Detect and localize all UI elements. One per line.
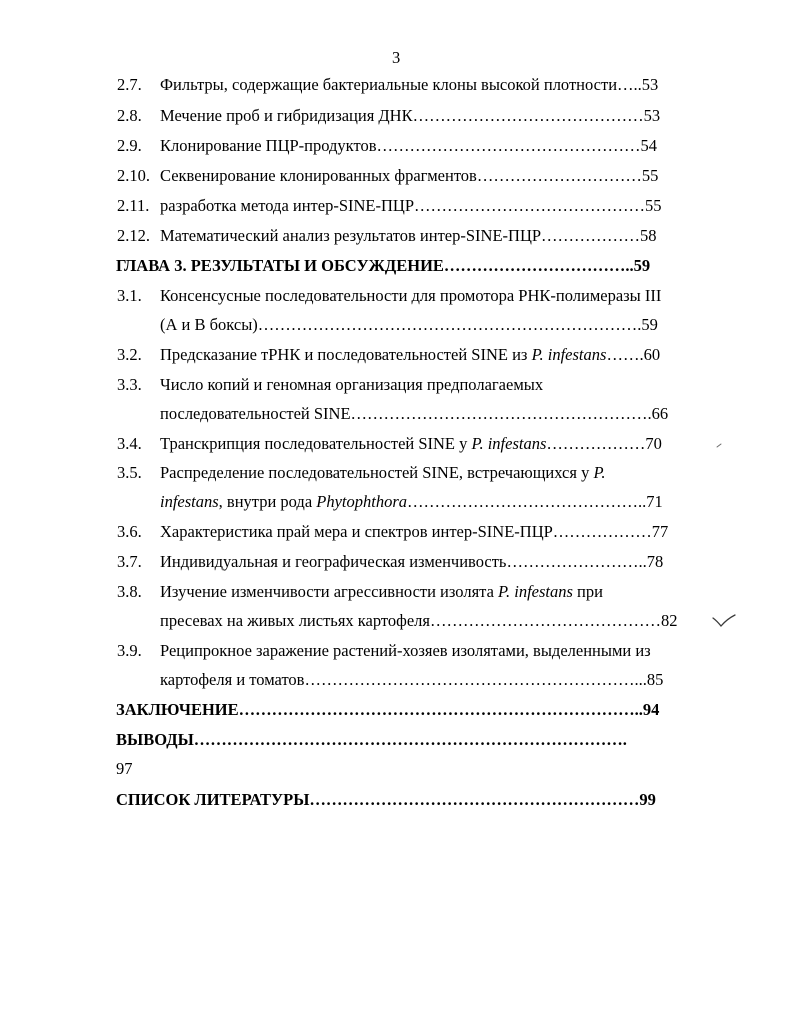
toc-entry-2-10: Секвенирование клонированных фрагментов…………………………55: [160, 166, 659, 185]
toc-entry-3-8-line1: [160, 582, 603, 602]
toc-entry-3-2-species: P. infestans: [531, 345, 607, 364]
toc-number-3-3: 3.3.: [117, 375, 142, 394]
toc-number-2-11: 2.11.: [117, 196, 150, 215]
toc-number-2-7: 2.7.: [117, 75, 142, 94]
toc-entry-3-6: Характеристика прай мера и спектров интер-SINE-ПЦР………………77: [160, 522, 669, 541]
toc-entry-3-5-mid: , внутри рода: [218, 492, 317, 511]
pen-tick-icon: [716, 442, 722, 448]
toc-entry-3-8-text: Изучение изменчивости агрессивности изолята: [160, 582, 499, 601]
toc-entry-3-5-line2: [160, 492, 663, 512]
toc-entry-3-3-line2: последовательностей SINE……………………………………………….66: [160, 404, 669, 423]
toc-entry-2-8: Мечение проб и гибридизация ДНК……………………………………53: [160, 106, 661, 125]
toc-entry-2-11: разработка метода интер-SINE-ПЦР……………………………………55: [160, 196, 662, 215]
toc-entry-3-5-genus-abbrev: P.: [593, 463, 606, 482]
toc-number-2-9: 2.9.: [117, 136, 142, 155]
toc-entry-2-9: Клонирование ПЦР-продуктов…………………………………………54: [160, 136, 657, 155]
toc-number-3-6: 3.6.: [117, 522, 142, 541]
toc-number-3-8: 3.8.: [117, 582, 142, 601]
toc-entry-3-4-species: P. infestans: [471, 434, 547, 453]
toc-entry-3-9-line2: картофеля и томатов……………………………………………………...85: [160, 670, 664, 689]
toc-entry-3-8-species: P. infestans: [498, 582, 573, 601]
toc-entry-3-4-leader: ………………70: [546, 434, 662, 453]
toc-references: СПИСОК ЛИТЕРАТУРЫ……………………………………………………99: [116, 790, 656, 809]
toc-entry-3-5-leader: ……………………………………..71: [407, 492, 663, 511]
toc-entry-3-7: Индивидуальная и географическая изменчивость……………………..78: [160, 552, 664, 571]
toc-entry-3-5-genus: Phytophthora: [316, 492, 408, 511]
toc-entry-3-5-species: infestans: [160, 492, 219, 511]
toc-entry-3-4: [160, 434, 662, 454]
toc-entry-3-2-leader: …….60: [606, 345, 661, 364]
toc-number-3-9: 3.9.: [117, 641, 142, 660]
toc-number-3-1: 3.1.: [117, 286, 142, 305]
toc-entry-3-2: [160, 345, 660, 365]
toc-entry-3-8-line2: пресевах на живых листьях картофеля……………………………………82: [160, 611, 678, 630]
toc-entry-3-9-line1: Реципрокное заражение растений-хозяев изолятами, выделенными из: [160, 641, 651, 660]
toc-conclusion: ЗАКЛЮЧЕНИЕ………………………………………………………………..94: [116, 700, 660, 719]
toc-findings: ВЫВОДЫ…………………………………………………………………….: [116, 730, 627, 749]
toc-number-2-10: 2.10.: [117, 166, 150, 185]
toc-entry-2-12: Математический анализ результатов интер-SINE-ПЦР………………58: [160, 226, 657, 245]
checkmark-icon: [712, 614, 736, 628]
toc-number-3-4: 3.4.: [117, 434, 142, 453]
toc-number-2-12: 2.12.: [117, 226, 150, 245]
toc-number-2-8: 2.8.: [117, 106, 142, 125]
toc-entry-3-5-text: Распределение последовательностей SINE, встречающихся у: [160, 463, 594, 482]
toc-entry-2-7: Фильтры, содержащие бактериальные клоны высокой плотности…..53: [160, 75, 659, 94]
toc-number-3-5: 3.5.: [117, 463, 142, 482]
toc-chapter-3: ГЛАВА 3. РЕЗУЛЬТАТЫ И ОБСУЖДЕНИЕ……………………………..59: [116, 256, 651, 275]
toc-entry-3-4-text: Транскрипция последовательностей SINE у: [160, 434, 472, 453]
page-number: 3: [392, 48, 401, 67]
toc-entry-3-3-line1: Число копий и геномная организация предполагаемых: [160, 375, 544, 394]
toc-entry-3-2-text: Предсказание тРНК и последовательностей SINE из: [160, 345, 532, 364]
toc-number-3-7: 3.7.: [117, 552, 142, 571]
toc-findings-page: 97: [116, 759, 133, 778]
toc-entry-3-1-line1: Консенсусные последовательности для промотора РНК-полимеразы III: [160, 286, 662, 305]
toc-number-3-2: 3.2.: [117, 345, 142, 364]
toc-entry-3-5-line1: [160, 463, 606, 483]
toc-entry-3-8-tail: при: [572, 582, 603, 601]
toc-entry-3-1-line2: (А и В боксы)…………………………………………………………….59: [160, 315, 658, 334]
